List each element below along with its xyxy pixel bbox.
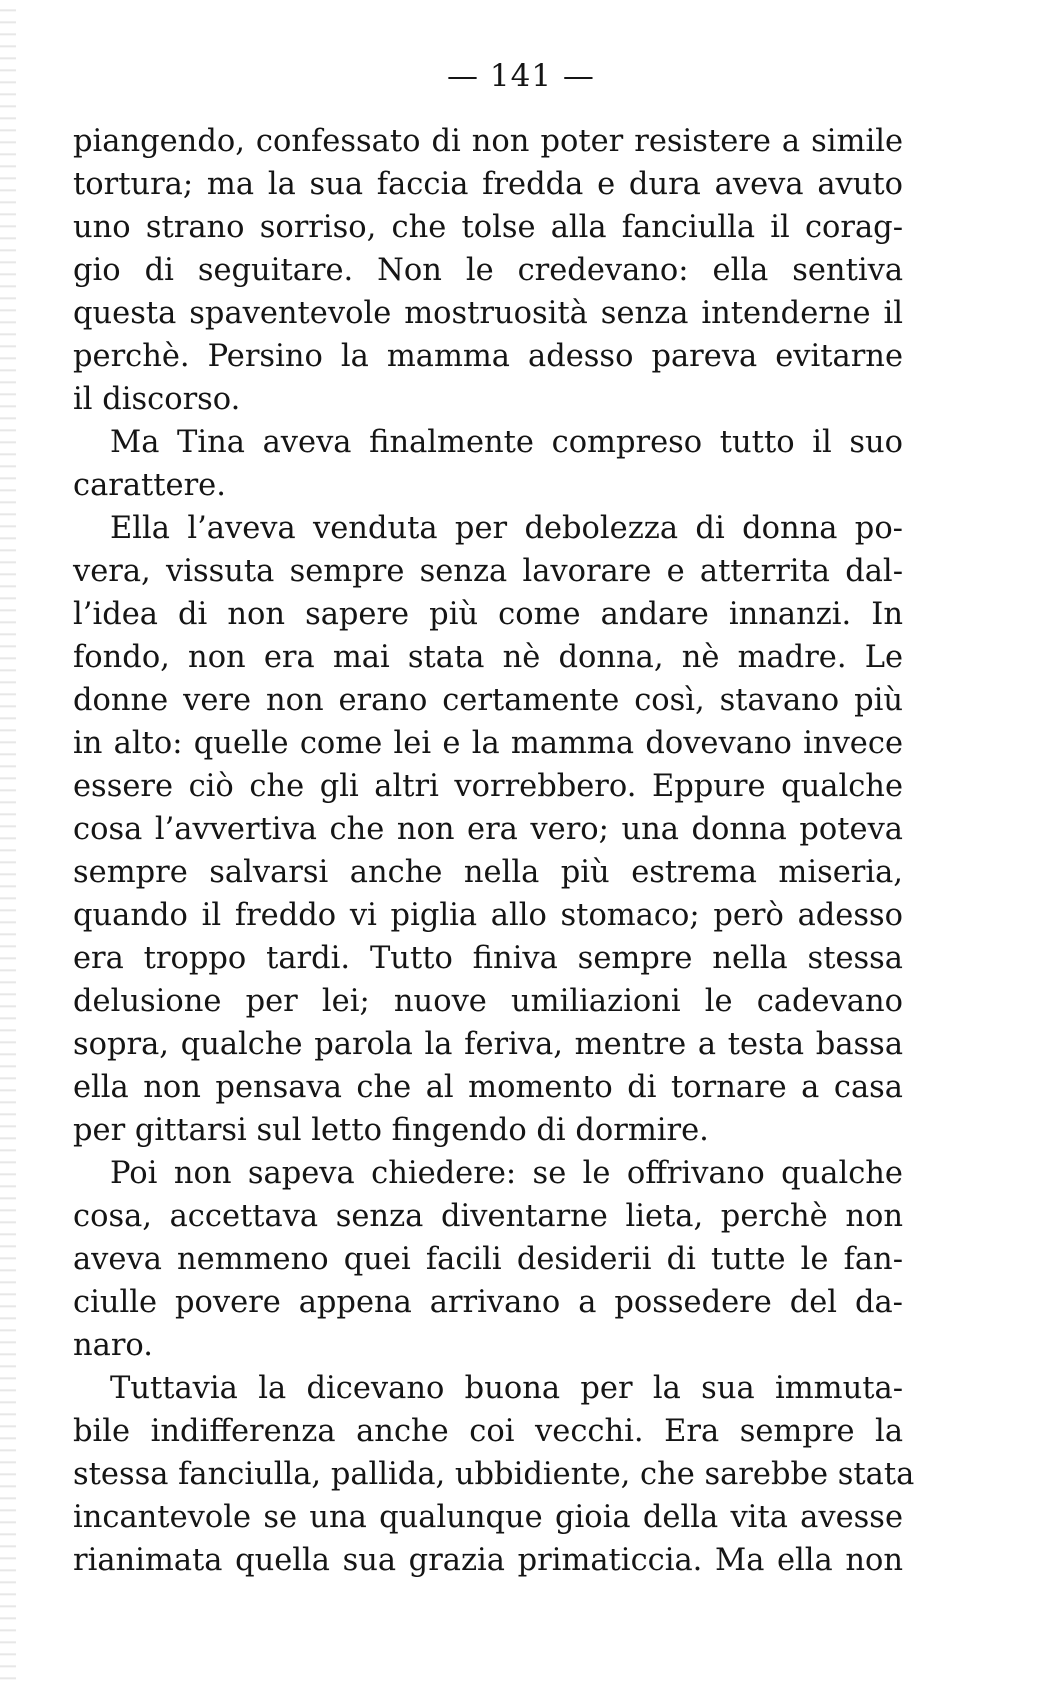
- text-line: in alto: quelle come lei e la mamma dovevano invece: [73, 726, 903, 761]
- text-line: gio di seguitare. Non le credevano: ella sentiva: [73, 253, 903, 288]
- text-line: questa spaventevole mostruosità senza intenderne il: [73, 296, 903, 331]
- text-line: piangendo, confessato di non poter resistere a simile: [73, 124, 903, 159]
- text-line: uno strano sorriso, che tolse alla fanciulla il corag-: [73, 210, 903, 245]
- text-line: bile indifferenza anche coi vecchi. Era sempre la: [73, 1414, 903, 1449]
- text-line: rianimata quella sua grazia primaticcia. Ma ella non: [73, 1543, 903, 1578]
- scanned-page-edge: [0, 0, 16, 1685]
- text-line: tortura; ma la sua faccia fredda e dura aveva avuto: [73, 167, 903, 202]
- text-line: fondo, non era mai stata nè donna, nè madre. Le: [73, 640, 903, 675]
- page-number: — 141 —: [447, 58, 595, 94]
- text-line: naro.: [73, 1328, 153, 1363]
- body-text: [73, 120, 915, 1582]
- text-line: vera, vissuta sempre senza lavorare e atterrita dal-: [73, 554, 903, 589]
- text-line: incantevole se una qualunque gioia della vita avesse: [73, 1500, 903, 1535]
- text-line: essere ciò che gli altri vorrebbero. Eppure qualche: [73, 769, 903, 804]
- text-line: cosa l’avvertiva che non era vero; una donna poteva: [73, 812, 903, 847]
- text-line: il discorso.: [73, 382, 241, 417]
- text-line: aveva nemmeno quei facili desiderii di tutte le fan-: [73, 1242, 903, 1277]
- text-line: ella non pensava che al momento di tornare a casa: [73, 1070, 903, 1105]
- text-line: stessa fanciulla, pallida, ubbidiente, che sarebbe stata: [73, 1457, 915, 1492]
- text-line: era troppo tardi. Tutto finiva sempre nella stessa: [73, 941, 903, 976]
- paragraph-start-line: Ma Tina aveva finalmente compreso tutto il suo: [110, 425, 903, 460]
- text-line: sopra, qualche parola la feriva, mentre a testa bassa: [73, 1027, 903, 1062]
- text-line: perchè. Persino la mamma adesso pareva evitarne: [73, 339, 903, 374]
- text-line: ciulle povere appena arrivano a possedere del da-: [73, 1285, 903, 1320]
- text-line: cosa, accettava senza diventarne lieta, perchè non: [73, 1199, 903, 1234]
- text-line: per gittarsi sul letto fingendo di dormire.: [73, 1113, 709, 1148]
- paragraph-start-line: Poi non sapeva chiedere: se le offrivano qualche: [110, 1156, 903, 1191]
- text-line: donne vere non erano certamente così, stavano più: [73, 683, 903, 718]
- text-line: quando il freddo vi piglia allo stomaco; però adesso: [73, 898, 903, 933]
- paragraph-start-line: Ella l’aveva venduta per debolezza di donna po-: [110, 511, 903, 546]
- text-line: sempre salvarsi anche nella più estrema miseria,: [73, 855, 903, 890]
- text-line: delusione per lei; nuove umiliazioni le cadevano: [73, 984, 903, 1019]
- text-line: l’idea di non sapere più come andare innanzi. In: [73, 597, 903, 632]
- paragraph-start-line: Tuttavia la dicevano buona per la sua immuta-: [110, 1371, 903, 1406]
- text-line: carattere.: [73, 468, 226, 503]
